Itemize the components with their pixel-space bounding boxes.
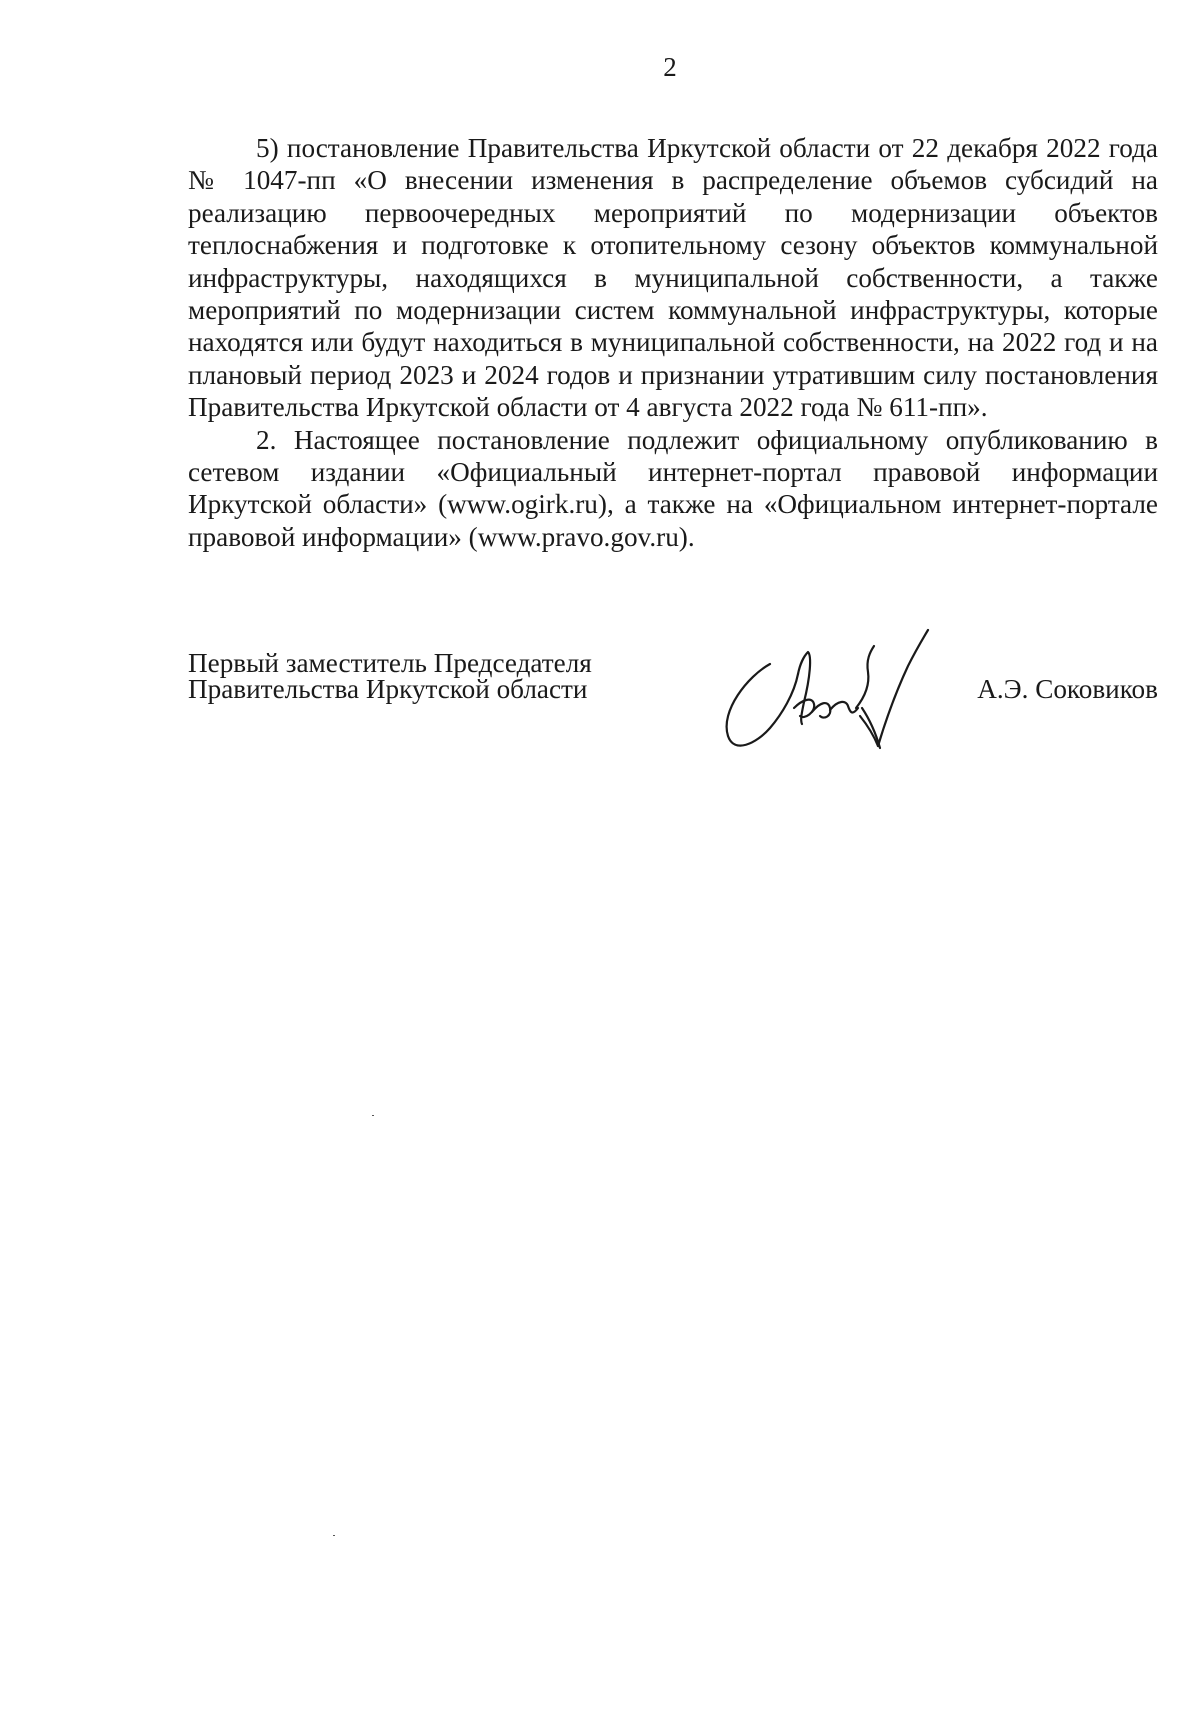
scan-speck <box>333 1535 335 1536</box>
paragraph-publication: 2. Настоящее постановление подлежит официальному опубликованию в сетевом издании «Официальный интернет-портал правовой информации Иркутской области» (www.ogirk.ru), а также на «Официальном интернет-портале правовой информации» (www.pravo.gov.ru). <box>188 424 1158 552</box>
document-body <box>188 132 1158 553</box>
page-number: 2 <box>663 52 677 82</box>
signer-title <box>188 650 658 702</box>
handwritten-signature-icon <box>708 616 938 756</box>
scan-speck <box>372 1115 374 1116</box>
signer-title-line-1: Первый заместитель Председателя <box>188 648 592 678</box>
signer-title-line-2: Правительства Иркутской области <box>188 674 588 704</box>
paragraph-item-5: 5) постановление Правительства Иркутской области от 22 декабря 2022 года № 1047-пп «О внесении изменения в распределение объемов субсидий на реализацию первоочередных мероприятий по модернизации объектов теплоснабжения и подготовке к отопительному сезону объектов коммунальной инфраструктуры, находящихся в муниципальной собственности, а также мероприятий по модернизации систем коммунальной инфраструктуры, которые находятся или будут находиться в муниципальной собственности, на 2022 год и на плановый период 2023 и 2024 годов и признании утратившим силу постановления Правительства Иркутской области от 4 августа 2022 года № 611-пп». <box>188 133 1158 423</box>
signer-name: А.Э. Соковиков <box>977 674 1158 704</box>
signature-block <box>188 650 1158 760</box>
